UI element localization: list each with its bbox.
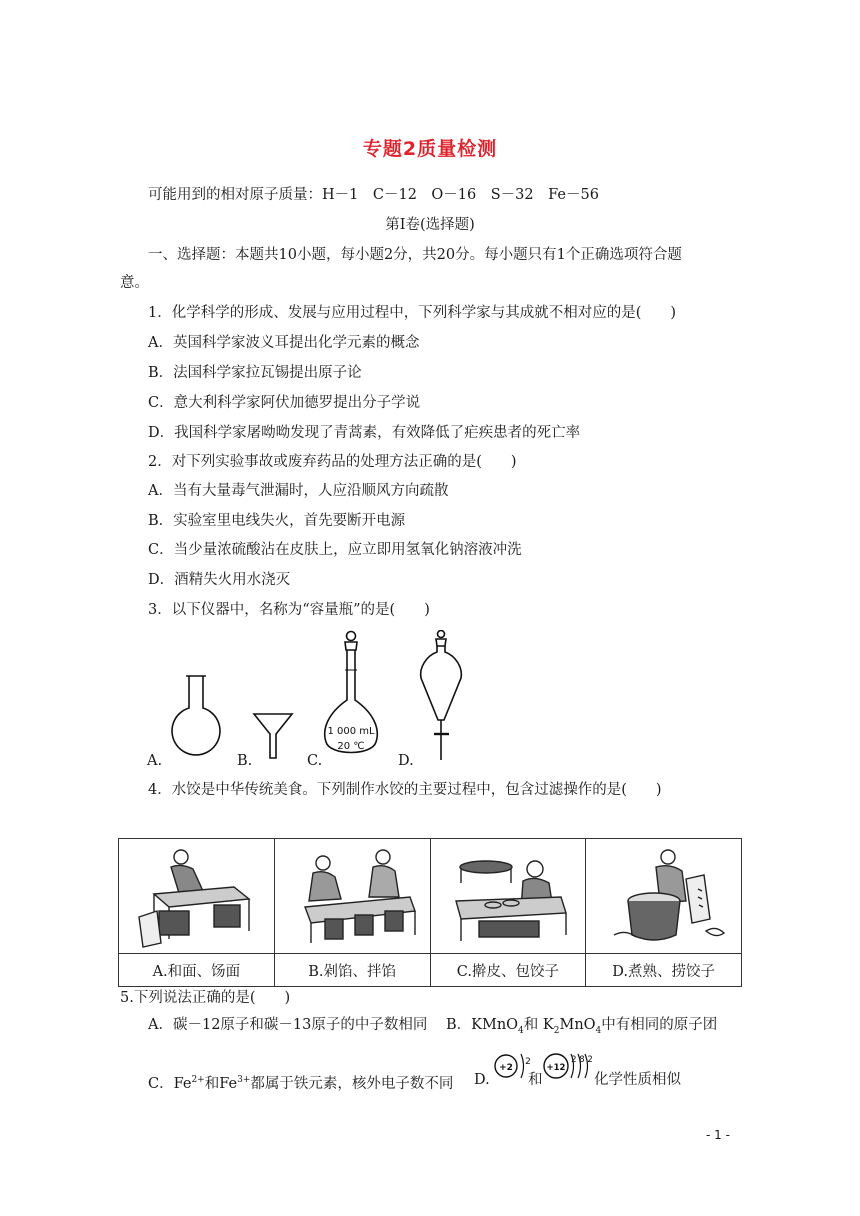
- question-5-option-d-text: 化学性质相似: [594, 1072, 681, 1088]
- atom1-nucleus-label: +2: [499, 1063, 513, 1073]
- question-4-stem: 4．水饺是中华传统美食。下列制作水饺的主要过程中，包含过滤操作的是( ): [148, 782, 662, 798]
- boiling-dumplings-illustration: [586, 839, 742, 954]
- step-c-caption: C.擀皮、包饺子: [430, 954, 586, 987]
- lab-glassware-figure: [140, 630, 500, 770]
- magnesium-atom-diagram-icon: [544, 1054, 593, 1078]
- question-1-stem: 1．化学科学的形成、发展与应用过程中，下列科学家与其成就不相对应的是( ): [148, 305, 677, 321]
- question-3-stem: 3．以下仪器中，名称为“容量瓶”的是( ): [148, 602, 430, 618]
- question-5-option-b: B．KMnO$_4$和 $K_2MnO_4$中有相同的原子团: [445, 1017, 718, 1036]
- page-number: - 1 -: [706, 1128, 730, 1142]
- question-5-option-d-and: 和: [528, 1072, 543, 1088]
- question-5-option-a: A．碳－12原子和碳－13原子的中子数相同: [148, 1017, 428, 1033]
- section-intro-cont: 意。: [120, 275, 149, 291]
- option-d-label: D.: [398, 753, 414, 769]
- helium-atom-diagram-icon: [495, 1054, 531, 1078]
- step-a-caption: A.和面、饧面: [119, 954, 275, 987]
- atom1-shell-label: 2: [525, 1057, 531, 1067]
- question-2-option-d: D．酒精失火用水浇灭: [148, 572, 291, 588]
- option-a-label: A.: [147, 753, 163, 769]
- step-b-caption: B.剁馅、拌馅: [274, 954, 430, 987]
- page-title: 专题2质量检测: [362, 138, 498, 160]
- section-intro: 一、选择题：本题共10小题，每小题2分，共20分。每小题只有1个正确选项符合题: [148, 247, 682, 263]
- chopping-filling-illustration: [274, 839, 430, 954]
- option-b-label: B.: [237, 753, 253, 769]
- question-2-stem: 2．对下列实验事故或废弃药品的处理方法正确的是( ): [148, 454, 517, 470]
- question-2-option-b: B．实验室里电线失火，首先要断开电源: [148, 513, 406, 529]
- atomic-masses-line: 可能用到的相对原子质量：H－1 C－12 O－16 S－32 Fe－56: [148, 187, 599, 203]
- separatory-funnel-icon: [421, 631, 462, 761]
- funnel-icon: [254, 714, 292, 758]
- atom-structure-diagrams: [490, 1040, 610, 1090]
- kneading-dough-illustration: [119, 839, 275, 954]
- dumpling-steps-table: [118, 838, 742, 987]
- question-1-option-b: B．法国科学家拉瓦锡提出原子论: [148, 365, 362, 381]
- atom2-nucleus-label: +12: [546, 1063, 566, 1073]
- rolling-wrappers-illustration: [430, 839, 586, 954]
- question-5-option-c: C．$Fe^{2+}$和$Fe^{3+}$都属于铁元素，核外电子数不同: [148, 1075, 454, 1092]
- question-2-option-c: C．当少量浓硫酸沾在皮肤上，应立即用氢氧化钠溶液冲洗: [148, 542, 522, 558]
- flask-temperature-label: 20 ℃: [337, 741, 365, 752]
- question-5-option-d-label: D.: [474, 1072, 490, 1088]
- round-bottom-flask-icon: [172, 676, 220, 755]
- question-5-options-ab: [148, 1015, 717, 1041]
- question-2-option-a: A．当有大量毒气泄漏时，人应沿顺风方向疏散: [148, 483, 449, 499]
- step-d-caption: D.煮熟、捞饺子: [586, 954, 742, 987]
- flask-volume-label: 1 000 mL: [327, 726, 375, 737]
- question-5-stem: 5.下列说法正确的是( ): [120, 990, 291, 1006]
- question-1-option-c: C．意大利科学家阿伏加德罗提出分子学说: [148, 395, 421, 411]
- volume-heading: 第Ⅰ卷(选择题): [385, 217, 475, 233]
- question-1-option-a: A．英国科学家波义耳提出化学元素的概念: [148, 335, 420, 351]
- atom2-shell-label: 2 8 2: [571, 1055, 593, 1065]
- question-1-option-d: D．我国科学家屠呦呦发现了青蒿素，有效降低了疟疾患者的死亡率: [148, 425, 581, 441]
- option-c-label: C.: [307, 753, 323, 769]
